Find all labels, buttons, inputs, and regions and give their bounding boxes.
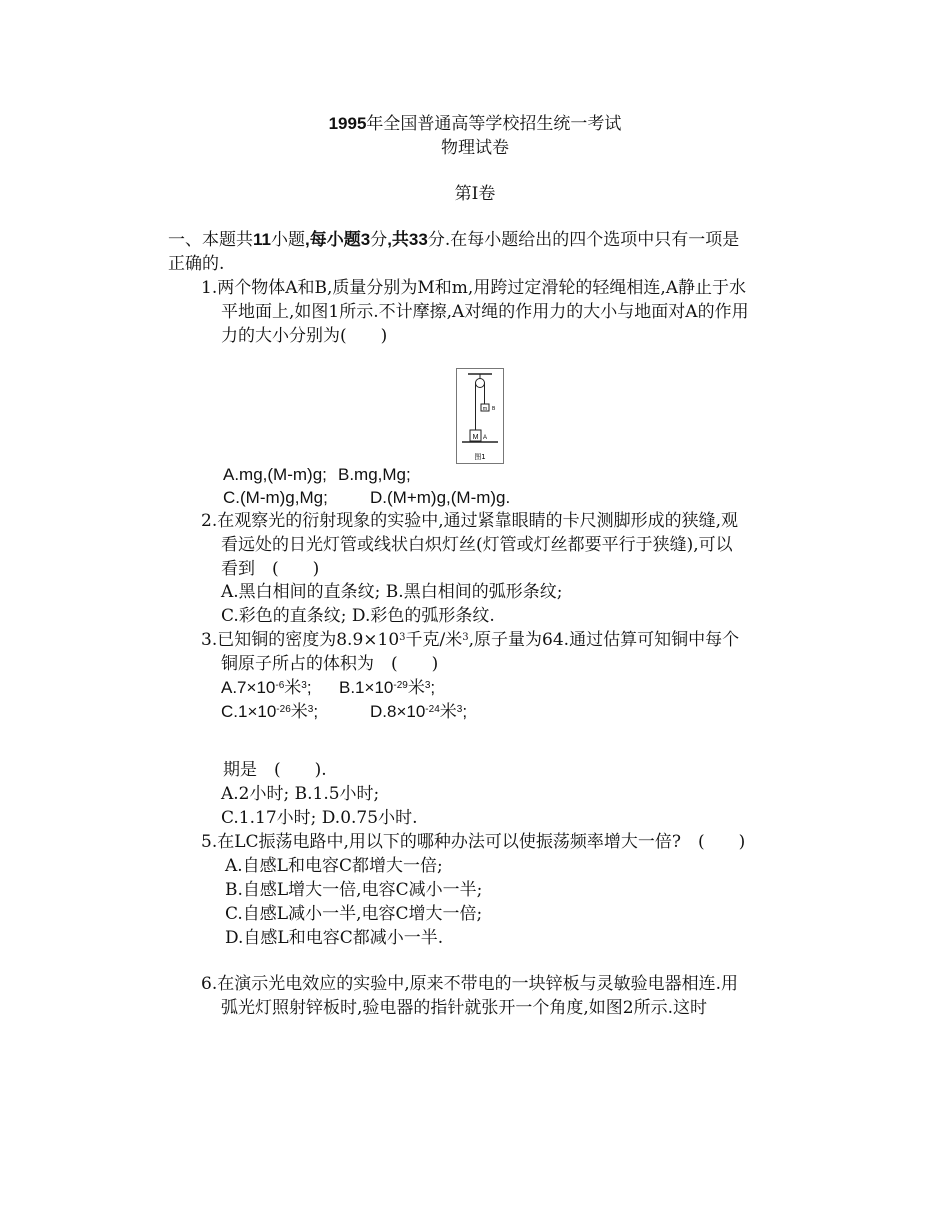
q3-b-exp: -29: [393, 680, 408, 691]
instr-text-3: ,每小题: [304, 230, 361, 249]
instr-count: 11: [253, 230, 271, 249]
block-a-mass-label: M: [472, 434, 479, 441]
instr-text-5: ,共: [387, 230, 409, 249]
q3-b-unit-exp: 3: [424, 680, 431, 691]
q1-option-a: A.mg,(M-m)g;: [223, 465, 327, 484]
q1-line3: 力的大小分别为( ): [221, 326, 388, 346]
q1-option-b: B.mg,Mg;: [338, 465, 411, 484]
q3-b-sep: ;: [430, 678, 436, 697]
q3-b-unit: 米: [407, 678, 425, 697]
exam-title: [0, 112, 950, 136]
q3-exp-2: 3: [462, 632, 469, 643]
instr-text-2: 小题: [270, 230, 305, 250]
q3-a-unit-exp: 3: [301, 680, 307, 691]
q3-text-a: 3.已知铜的密度为8.9×10: [201, 630, 400, 650]
q1-option-c: C.(M-m)g,Mg;: [223, 488, 328, 507]
q1-line2: 平地面上,如图1所示.不计摩擦,A对绳的作用力的大小与地面对A的作用: [221, 302, 749, 322]
q4-line: 期是 ( ).: [223, 760, 327, 780]
figure-1-pulley-diagram: [456, 368, 504, 464]
q5-option-b: B.自感L增大一倍,电容C减小一半;: [225, 880, 483, 900]
q3-a-base: A.7×10: [221, 678, 276, 697]
q6-line2: 弧光灯照射锌板时,验电器的指针就张开一个角度,如图2所示.这时: [221, 998, 708, 1018]
instr-text-1: 一、本题共: [168, 230, 253, 250]
section-instructions: [168, 228, 739, 252]
q3-c-exp: -26: [276, 704, 291, 715]
q3-line2: 铜原子所占的体积为 ( ): [221, 654, 439, 674]
q5-option-a: A.自感L和电容C都增大一倍;: [225, 856, 443, 876]
exam-year: 1995: [328, 114, 367, 133]
q1-line1: 1.两个物体A和B,质量分别为M和m,用跨过定滑轮的轻绳相连,A静止于水: [201, 278, 747, 298]
q5-option-c: C.自感L减小一半,电容C增大一倍;: [225, 904, 483, 924]
q3-option-d: [370, 700, 467, 724]
instr-text-6: 分: [427, 230, 445, 250]
q3-c-unit-exp: 3: [307, 704, 314, 715]
exam-title-text: 年全国普通高等学校招生统一考试: [366, 114, 622, 134]
q2-line3: 看到 ( ): [221, 559, 320, 579]
q2-options-ab: A.黑白相间的直条纹; B.黑白相间的弧形条纹;: [221, 582, 563, 602]
q3-c-sep: ;: [313, 702, 319, 721]
q3-d-exp: -24: [425, 704, 440, 715]
q2-options-cd: C.彩色的直条纹; D.彩色的弧形条纹.: [221, 606, 495, 626]
block-b-label: B: [492, 406, 496, 412]
q1-option-d: D.(M+m)g,(M-m)g.: [370, 488, 511, 507]
q3-d-base: D.8×10: [370, 702, 426, 721]
figure-1-caption: 图1: [474, 453, 486, 461]
q3-d-unit-exp: 3: [456, 704, 463, 715]
q3-d-sep: ;: [462, 702, 468, 721]
q3-a-exp: -6: [275, 680, 285, 691]
instr-total: 33: [408, 230, 428, 249]
q4-options-cd: C.1.17小时; D.0.75小时.: [221, 808, 418, 828]
exam-subtitle: 物理试卷: [441, 138, 509, 158]
block-b-mass-label: m: [482, 406, 488, 412]
q3-a-sep: ;: [306, 678, 312, 697]
part-heading: 第Ⅰ卷: [454, 184, 496, 204]
q6-line1: 6.在演示光电效应的实验中,原来不带电的一块锌板与灵敏验电器相连.用: [201, 974, 739, 994]
section-instructions-cont: 正确的.: [168, 254, 225, 274]
q3-b-base: B.1×10: [339, 678, 394, 697]
q3-exp-1: 3: [399, 632, 406, 643]
q3-a-unit: 米: [284, 678, 302, 697]
q3-text-b: 千克/米: [405, 630, 463, 650]
block-a-label: A: [483, 435, 488, 441]
q3-text-c: ,原子量为64.通过估算可知铜中每个: [468, 630, 740, 650]
q3-option-a: [221, 676, 312, 700]
q3-d-unit: 米: [439, 702, 457, 721]
instr-points: 3: [360, 230, 371, 249]
q3-line1: [201, 628, 739, 652]
q3-option-c: [221, 700, 318, 724]
q5-option-d: D.自感L和电容C都减小一半.: [225, 928, 444, 948]
q3-c-base: C.1×10: [221, 702, 277, 721]
q3-option-b: [339, 676, 435, 700]
q3-c-unit: 米: [290, 702, 308, 721]
q5-line1: 5.在LC振荡电路中,用以下的哪种办法可以使振荡频率增大一倍? ( ): [201, 832, 746, 852]
instr-text-4: 分: [370, 230, 388, 250]
pulley-icon: [476, 379, 485, 388]
q2-line1: 2.在观察光的衍射现象的实验中,通过紧靠眼睛的卡尺测脚形成的狭缝,观: [201, 511, 739, 531]
q4-options-ab: A.2小时; B.1.5小时;: [221, 784, 380, 804]
instr-text-7: .在每小题给出的四个选项中只有一项是: [444, 230, 740, 250]
q2-line2: 看远处的日光灯管或线状白炽灯丝(灯管或灯丝都要平行于狭缝),可以: [221, 535, 733, 555]
